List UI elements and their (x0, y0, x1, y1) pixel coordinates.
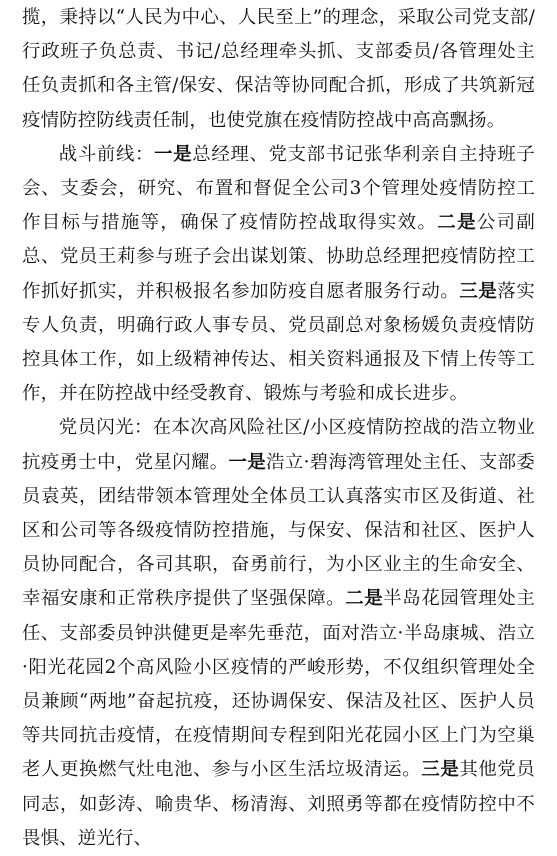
paragraph-text: 其他党员同志，如彭涛、喻贵华、杨清海、刘照勇等都在疫情防控中不畏惧、逆光行、 (22, 759, 535, 849)
paragraph-3 (22, 411, 535, 856)
bold-marker: 一是 (154, 143, 193, 165)
paragraph-text: 战斗前线： (58, 143, 155, 165)
bold-marker: 二是 (345, 588, 384, 610)
paragraph-2 (22, 138, 535, 412)
bold-marker: 三是 (459, 280, 498, 302)
paragraph-text: 公司副总、党员王莉参与班子会出谋划策、协助总经理把疫情防控工作抓好抓实，并积极报名参加防疫自愿者服务行动。 (22, 212, 536, 302)
bold-marker: 二是 (437, 212, 477, 234)
paragraph-text: 揽，秉持以“人民为中心、人民至上”的理念，采取公司党支部/行政班子负总责、书记/总经理牵头抓、支部委员/各管理处主任负责抓和各主管/保安、保洁等协同配合抓，形成了共筑新冠疫情防控防线责任制，也使党旗在疫情防控战中高高飘扬。 (22, 7, 535, 131)
bold-marker: 三是 (421, 759, 460, 781)
bold-marker: 一是 (228, 451, 267, 473)
paragraph-1 (22, 1, 535, 138)
paragraph-text: 半岛花园管理处主任、支部委员钟洪健更是率先垂范，面对浩立·半岛康城、浩立·阳光花园2个高风险小区疫情的严峻形势，不仅组织管理处全员兼顾“两地”奋起抗疫，还协调保安、保洁及社区、医护人员等共同抗击疫情，在疫情期间专程到阳光花园小区上门为空巢老人更换燃气灶电池、参与小区生活垃圾清运。 (22, 588, 535, 781)
paragraph-text: 落实专人负责，明确行政人事专员、党员副总对象杨媛负责疫情防控具体工作，如上级精神传达、相关资料通报及下情上传等工作，并在防控战中经受教育、锻炼与考验和成长进步。 (22, 280, 535, 405)
paragraph-text: 总经理、党支部书记张华利亲自主持班子会、支委会，研究、布置和督促全公司3个管理处疫情防控工作目标与措施等，确保了疫情防控战取得实效。 (22, 143, 535, 234)
paragraph-text: 党员闪光：在本次高风险社区/小区疫情防控战的浩立物业抗疫勇士中，党星闪耀。 (22, 417, 535, 473)
paragraph-text: 浩立·碧海湾管理处主任、支部委员袁英，团结带领本管理处全体员工认真落实市区及街道、社区和公司等各级疫情防控措施，与保安、保洁和社区、医护人员协同配合，各司其职，奋勇前行，为小区业主的生命安全、幸福安康和正常秩序提供了坚强保障。 (22, 451, 535, 610)
